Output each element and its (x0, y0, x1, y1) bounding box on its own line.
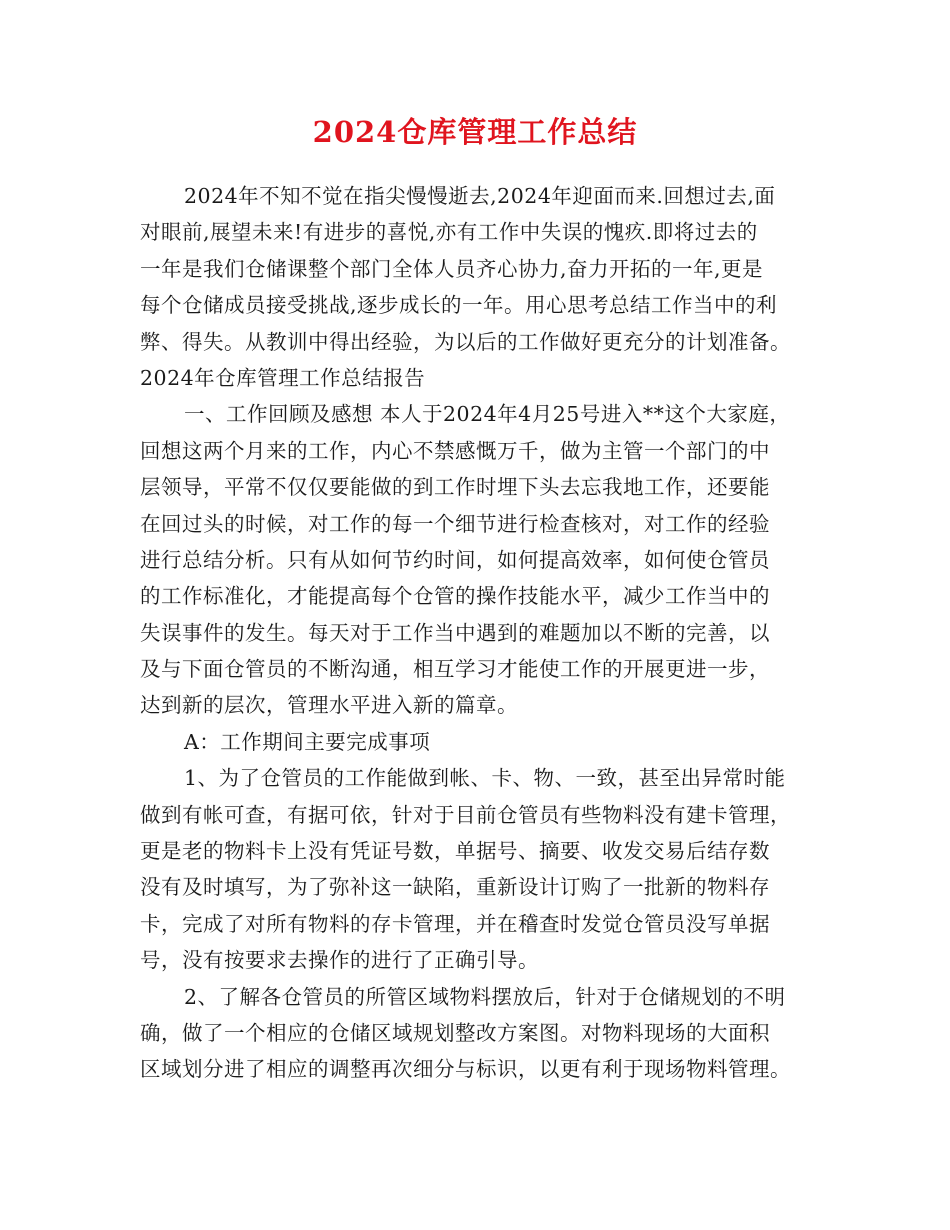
text-line: 2024年不知不觉在指尖慢慢逝去,2024年迎面而来.回想过去,面 (184, 184, 776, 208)
text-line: 及与下面仓管员的不断沟通，相互学习才能使工作的开展更进一步， (140, 657, 770, 682)
text-line: 更是老的物料卡上没有凭证号数，单据号、摘要、收发交易后结存数 (140, 839, 770, 864)
text-line: 一年是我们仓储课整个部门全体人员齐心协力,奋力开拓的一年,更是 (140, 256, 764, 281)
text-line: 回想这两个月来的工作，内心不禁感慨万千，做为主管一个部门的中 (140, 438, 770, 463)
text-line: 的工作标准化，才能提高每个仓管的操作技能水平，减少工作当中的 (140, 584, 770, 609)
text-line: 2024年仓库管理工作总结报告 (140, 365, 426, 390)
text-line: 在回过头的时候，对工作的每一个细节进行检查核对，对工作的经验 (140, 511, 770, 536)
text-line: 失误事件的发生。每天对于工作当中遇到的难题加以不断的完善，以 (140, 620, 770, 645)
text-line: 进行总结分析。只有从如何节约时间，如何提高效率，如何使仓管员 (140, 547, 770, 572)
text-line: 确，做了一个相应的仓储区域规划整改方案图。对物料现场的大面积 (140, 1020, 770, 1045)
text-line: 1、为了仓管员的工作能做到帐、卡、物、一致，甚至出异常时能 (184, 766, 786, 791)
text-line: A：工作期间主要完成事项 (184, 729, 431, 754)
text-line: 2、了解各仓管员的所管区域物料摆放后，针对于仓储规划的不明 (184, 984, 786, 1009)
text-line: 弊、得失。从教训中得出经验，为以后的工作做好更充分的计划准备。 (140, 329, 791, 354)
text-line: 区域划分进了相应的调整再次细分与标识，以更有利于现场物料管理。 (140, 1057, 791, 1082)
text-line: 做到有帐可查，有据可依，针对于目前仓管员有些物料没有建卡管理， (140, 802, 791, 827)
text-line: 每个仓储成员接受挑战,逐步成长的一年。用心思考总结工作当中的利 (140, 293, 778, 318)
text-line: 没有及时填写，为了弥补这一缺陷，重新设计订购了一批新的物料存 (140, 875, 770, 900)
document-body (140, 178, 810, 1088)
text-line: 卡，完成了对所有物料的存卡管理，并在稽查时发觉仓管员没写单据 (140, 911, 770, 936)
text-line: 达到新的层次，管理水平进入新的篇章。 (140, 693, 518, 718)
text-line: 号，没有按要求去操作的进行了正确引导。 (140, 948, 539, 973)
text-line: 对眼前,展望未来!有进步的喜悦,亦有工作中失误的愧疚.即将过去的 (140, 220, 758, 245)
document-title: 2024仓库管理工作总结 (312, 115, 638, 149)
text-line: 层领导，平常不仅仅要能做的到工作时埋下头去忘我地工作，还要能 (140, 475, 770, 500)
text-line: 一、工作回顾及感想 本人于2024年4月25号进入**这个大家庭， (184, 402, 791, 427)
